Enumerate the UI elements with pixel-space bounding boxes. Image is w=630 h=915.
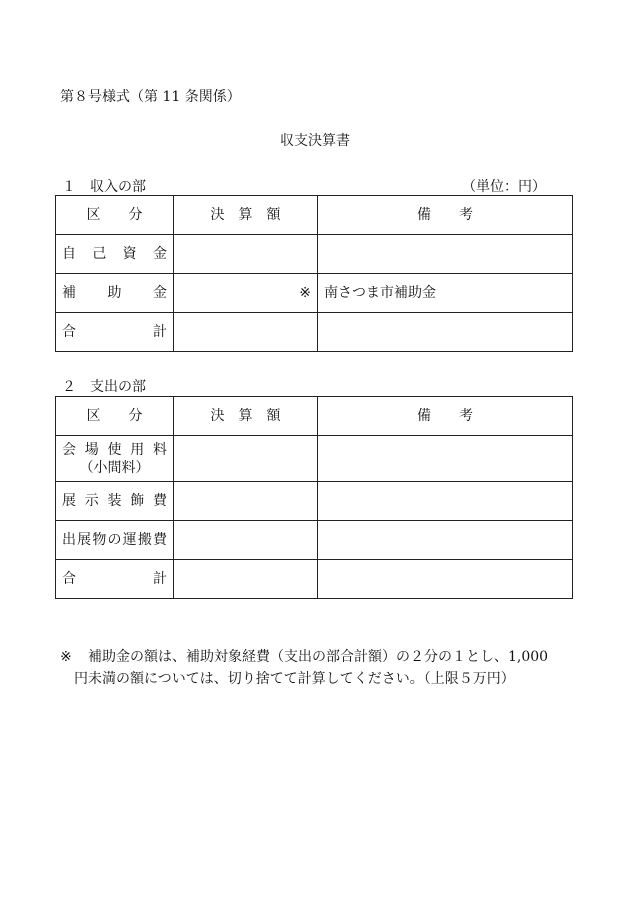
row-remarks-cell[interactable]	[318, 235, 573, 274]
table-row	[56, 235, 573, 274]
expense-section-heading: ２ 支出の部	[62, 379, 146, 395]
column-header-category: 区 分	[56, 196, 174, 235]
row-category	[56, 436, 174, 482]
row-category-main: 会場使用料	[62, 441, 167, 458]
row-category: 補助金	[56, 274, 174, 313]
income-section-heading: １ 収入の部	[62, 179, 146, 195]
note-line-2: 円未満の額については、切り捨てて計算してください。（上限５万円）	[74, 671, 515, 687]
income-table	[55, 195, 573, 352]
note-line-1: 補助金の額は、補助対象経費（支出の部合計額）の２分の１とし、1,000	[88, 649, 549, 665]
row-amount-cell[interactable]	[174, 313, 318, 352]
unit-label: （単位：円）	[462, 179, 546, 195]
table-row	[56, 560, 573, 599]
row-amount-cell[interactable]: ※	[174, 274, 318, 313]
row-remarks-cell[interactable]	[318, 560, 573, 599]
column-header-amount: 決 算 額	[174, 397, 318, 436]
note	[60, 646, 580, 690]
column-header-amount: 決 算 額	[174, 196, 318, 235]
table-row	[56, 436, 573, 482]
row-category-sub: （小間料）	[79, 459, 150, 476]
row-amount-cell[interactable]	[174, 560, 318, 599]
row-category: 自己資金	[56, 235, 174, 274]
table-row	[56, 482, 573, 521]
row-remarks-cell[interactable]	[318, 521, 573, 560]
row-remarks-cell[interactable]: 南さつま市補助金	[318, 274, 573, 313]
row-remarks-cell[interactable]	[318, 313, 573, 352]
row-amount-cell[interactable]	[174, 482, 318, 521]
table-row	[56, 521, 573, 560]
note-mark: ※	[60, 649, 72, 665]
form-number: 第８号様式（第 11 条関係）	[60, 89, 241, 105]
document-title: 収支決算書	[280, 133, 350, 149]
table-row	[56, 313, 573, 352]
row-category: 合計	[56, 313, 174, 352]
row-amount-cell[interactable]	[174, 436, 318, 482]
row-category: 展示装飾費	[56, 482, 174, 521]
table-row	[56, 274, 573, 313]
expense-table	[55, 396, 573, 599]
row-category: 出展物の運搬費	[56, 521, 174, 560]
row-remarks-cell[interactable]	[318, 482, 573, 521]
column-header-category: 区 分	[56, 397, 174, 436]
expense-header-row	[56, 397, 573, 436]
column-header-remarks: 備 考	[318, 196, 573, 235]
row-remarks-cell[interactable]	[318, 436, 573, 482]
income-header-row	[56, 196, 573, 235]
row-amount-cell[interactable]	[174, 521, 318, 560]
row-category: 合計	[56, 560, 174, 599]
column-header-remarks: 備 考	[318, 397, 573, 436]
row-amount-cell[interactable]	[174, 235, 318, 274]
